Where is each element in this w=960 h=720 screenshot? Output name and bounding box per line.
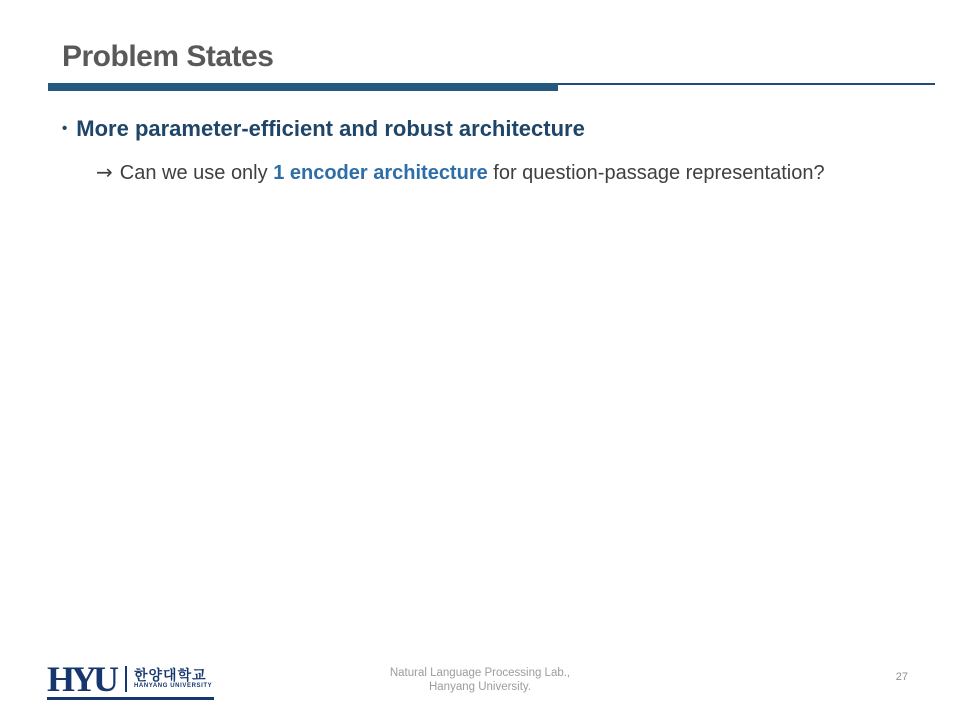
- sub-bullet-item: [96, 156, 825, 189]
- footer-lab-line2: Hanyang University.: [428, 681, 532, 693]
- sub-bullet-prefix: Can we use only: [119, 162, 274, 184]
- bullet-text: More parameter-efficient and robust architecture: [76, 116, 585, 141]
- slide-title: Problem States: [62, 40, 274, 73]
- logo-english-name: HANYANG UNIVERSITY: [134, 682, 213, 689]
- footer-lab-line1: Natural Language Processing Lab.,: [389, 667, 571, 679]
- sub-bullet-highlight: 1 encoder architecture: [273, 162, 488, 184]
- bullet-item: [62, 113, 585, 145]
- footer-lab-name: [0, 658, 960, 699]
- page-number: 27: [895, 671, 908, 683]
- sub-bullet-suffix: for question-passage representation?: [487, 162, 825, 184]
- title-rule-accent-bar: [48, 83, 558, 91]
- bullet-icon: •: [62, 120, 68, 137]
- logo-korean-name: 한양대학교: [134, 666, 207, 683]
- arrow-right-icon: →: [96, 160, 113, 184]
- logo-acronym: HYU: [47, 658, 115, 699]
